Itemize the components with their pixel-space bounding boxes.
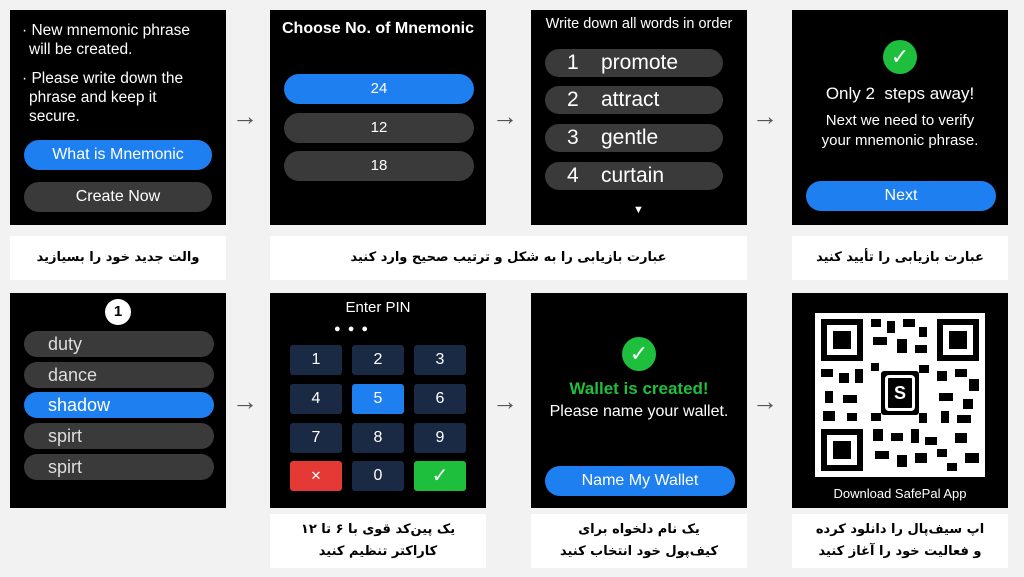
caption-create-wallet: والت جدید خود را بسیازید	[10, 236, 226, 280]
option-24-button[interactable]: 24	[284, 74, 474, 104]
wallet-created-headline: Wallet is created!	[569, 379, 709, 398]
name-wallet-prompt: Please name your wallet.	[549, 403, 729, 420]
caption-name-wallet: یک نام دلخواه برای کیف‌پول خود انتخاب کنید	[531, 514, 747, 568]
intro-line-3: · Please write down the	[22, 70, 184, 87]
word-index-badge: 1	[105, 299, 131, 325]
key-0[interactable]: 0	[352, 461, 404, 491]
verify-line-1: Next we need to verify	[825, 112, 975, 129]
word-option-button[interactable]: spirt	[24, 454, 214, 480]
word-item: 3 gentle	[545, 124, 723, 152]
key-7[interactable]: 7	[290, 423, 342, 453]
arrow-right-icon: →	[232, 101, 258, 131]
screen-verify-words	[10, 293, 226, 508]
what-is-mnemonic-button[interactable]: What is Mnemonic	[24, 140, 212, 170]
screen-create-wallet	[10, 10, 226, 225]
verify-line-2: your mnemonic phrase.	[821, 132, 979, 149]
create-now-button[interactable]: Create Now	[24, 182, 212, 212]
arrow-right-icon: →	[752, 386, 778, 416]
option-12-button[interactable]: 12	[284, 113, 474, 143]
arrow-right-icon: →	[492, 101, 518, 131]
scroll-down-icon[interactable]: ▼	[633, 204, 644, 216]
word-item: 2 attract	[545, 86, 723, 114]
choose-title: Choose No. of Mnemonic	[282, 20, 474, 37]
caption-set-pin: یک پین‌کد قوی با ۶ تا ۱۲ کاراکتر تنظیم کنید	[270, 514, 486, 568]
word-option-button[interactable]: dance	[24, 362, 214, 388]
key-5[interactable]: 5	[352, 384, 404, 414]
delete-key-icon[interactable]: ✕	[290, 461, 342, 491]
download-app-label: Download SafePal App	[833, 486, 967, 501]
name-my-wallet-button[interactable]: Name My Wallet	[545, 466, 735, 496]
key-8[interactable]: 8	[352, 423, 404, 453]
option-18-button[interactable]: 18	[284, 151, 474, 181]
word-option-button[interactable]: duty	[24, 331, 214, 357]
screen-wallet-created	[531, 293, 747, 508]
screen-choose-mnemonic	[270, 10, 486, 225]
intro-line-5: secure.	[29, 108, 80, 125]
word-item: 4 curtain	[545, 162, 723, 190]
safepal-logo-icon: S	[885, 375, 915, 411]
key-3[interactable]: 3	[414, 345, 466, 375]
intro-line-1: · New mnemonic phrase	[22, 22, 190, 39]
caption-download-app: اپ سیف‌پال را دانلود کرده و فعالیت خود را آغاز کنید	[792, 514, 1008, 568]
word-option-button[interactable]: shadow	[24, 392, 214, 418]
next-button[interactable]: Next	[806, 181, 996, 211]
caption-verify-phrase: عبارت بازیابی را تأیید کنید	[792, 236, 1008, 280]
key-9[interactable]: 9	[414, 423, 466, 453]
intro-line-2: will be created.	[29, 41, 133, 58]
check-icon: ✓	[883, 40, 917, 74]
screen-verify-intro	[792, 10, 1008, 225]
screen-enter-pin	[270, 293, 486, 508]
arrow-right-icon: →	[752, 101, 778, 131]
key-2[interactable]: 2	[352, 345, 404, 375]
qr-code-icon[interactable]	[815, 313, 985, 477]
screen-download-app	[792, 293, 1008, 508]
arrow-right-icon: →	[492, 386, 518, 416]
pin-dots: ● ● ●	[334, 323, 371, 335]
write-words-title: Write down all words in order	[545, 16, 733, 32]
word-option-button[interactable]: spirt	[24, 423, 214, 449]
screen-write-words	[531, 10, 747, 225]
key-4[interactable]: 4	[290, 384, 342, 414]
confirm-key-icon[interactable]: ✓	[414, 461, 466, 491]
word-item: 1 promote	[545, 49, 723, 77]
caption-enter-phrase: عبارت بازیابی را به شکل و ترتیب صحیح وارد کنید	[270, 236, 747, 280]
intro-line-4: phrase and keep it	[29, 89, 157, 106]
key-6[interactable]: 6	[414, 384, 466, 414]
enter-pin-title: Enter PIN	[345, 299, 411, 316]
steps-away-headline: Only 2 steps away!	[825, 84, 975, 103]
key-1[interactable]: 1	[290, 345, 342, 375]
check-icon: ✓	[622, 337, 656, 371]
arrow-right-icon: →	[232, 386, 258, 416]
